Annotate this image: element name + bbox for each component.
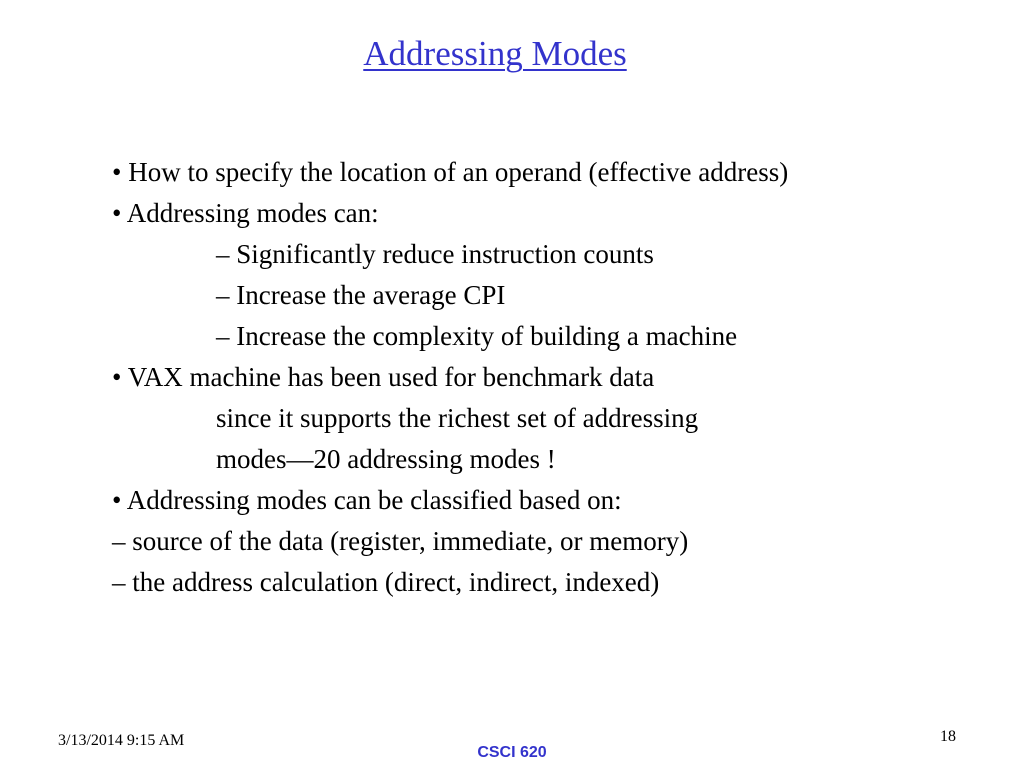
slide-title: Addressing Modes [363,34,627,73]
subbullet-increase-complexity: – Increase the complexity of building a machine [216,321,738,351]
subbullet-reduce-instruction-counts: – Significantly reduce instruction counts [216,239,654,269]
footer-course-label: CSCI 620 [477,744,547,761]
bullet-classification: • Addressing modes can be classified based on: [112,485,622,515]
vax-continuation-line-2: modes—20 addressing modes ! [216,444,556,474]
slide-body [112,152,902,603]
page-number: 18 [940,728,956,745]
bullet-effective-address: • How to specify the location of an operand (effective address) [112,157,789,187]
dash-address-calculation: – the address calculation (direct, indirect, indexed) [112,567,660,597]
subbullet-increase-cpi: – Increase the average CPI [216,280,506,310]
footer-date: 3/13/2014 9:15 AM [58,732,185,749]
vax-continuation-line-1: since it supports the richest set of addressing [216,403,699,433]
dash-source-of-data: – source of the data (register, immediate, or memory) [112,526,689,556]
bullet-vax-machine: • VAX machine has been used for benchmark data [112,362,655,392]
bullet-addressing-modes-can: • Addressing modes can: [112,198,379,228]
